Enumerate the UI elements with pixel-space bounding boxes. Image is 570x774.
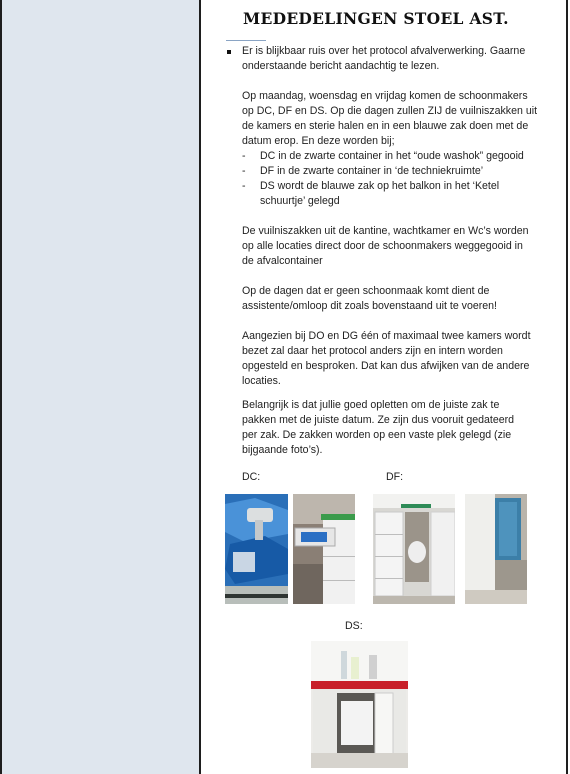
list-dash-2: - [242, 165, 246, 177]
right-page-border [566, 0, 568, 774]
para5-line-3: per zak. De zakken worden op een vaste plek gelegd (zie [242, 429, 512, 441]
para5-line-4: bijgaande foto’s). [242, 444, 323, 456]
left-sidebar-panel [0, 0, 201, 774]
para1-line-2: op DC, DF en DS. Op die dagen zullen ZIJ de vuilniszakken uit [242, 105, 538, 117]
bullet-intro-line-1: Er is blijkbaar ruis over het protocol afvalverwerking. Gaarne [242, 45, 526, 57]
para2-line-1: De vuilniszakken uit de kantine, wachtkamer en Wc’s worden [242, 225, 529, 237]
list-dash-3: - [242, 180, 246, 192]
bullet-intro-line-2: onderstaande bericht aandachtig te lezen. [242, 60, 440, 72]
photo-dc-drawer [293, 494, 355, 604]
list-item-ds-line-1: DS wordt de blauwe zak op het balkon in het ‘Ketel [260, 180, 500, 192]
para3-line-2: assistente/omloop dit zoals bovenstaand uit te voeren! [242, 300, 497, 312]
para2-line-3: de afvalcontainer [242, 255, 323, 267]
para4-line-2: bezet zal daar het protocol anders zijn en intern worden [242, 345, 503, 357]
para3-line-1: Op de dagen dat er geen schoonmaak komt dient de [242, 285, 490, 297]
photo-label-df: DF: [386, 471, 404, 483]
page-title: MEDEDELINGEN STOEL AST. [243, 9, 509, 28]
bullet-marker [227, 50, 231, 54]
photo-dc-blue-bags [225, 494, 288, 604]
para5-line-2: pakken met de juiste datum. Ze zijn dus vooruit gedateerd [242, 414, 515, 426]
list-item-ds-line-2: schuurtje’ gelegd [260, 195, 340, 207]
para5-line-1: Belangrijk is dat jullie goed opletten om de juiste zak te [242, 399, 500, 411]
para1-line-3: de kamers en sterie halen en in een blauwe zak doen met de [242, 120, 529, 132]
para4-line-3: opgesteld en besproken. Dat kan dus afwijken van de andere [242, 360, 530, 372]
para2-line-2: op alle locaties direct door de schoonmakers weggegooid in [242, 240, 523, 252]
list-dash-1: - [242, 150, 246, 162]
para1-line-4: datum erop. En deze worden bij; [242, 135, 395, 147]
title-underline [226, 40, 266, 41]
photo-df-side [465, 494, 527, 604]
para1-line-1: Op maandag, woensdag en vrijdag komen de schoonmakers [242, 90, 528, 102]
photo-df-cabinet [373, 494, 455, 604]
photo-ds-counter [311, 641, 408, 768]
para4-line-1: Aangezien bij DO en DG één of maximaal twee kamers wordt [242, 330, 531, 342]
list-item-df: DF in de zwarte container in ‘de techniekruimte’ [260, 165, 484, 177]
photo-label-ds: DS: [345, 620, 363, 632]
list-item-dc: DC in de zwarte container in het “oude washok” gegooid [260, 150, 524, 162]
para4-line-4: locaties. [242, 375, 281, 387]
photo-label-dc: DC: [242, 471, 261, 483]
